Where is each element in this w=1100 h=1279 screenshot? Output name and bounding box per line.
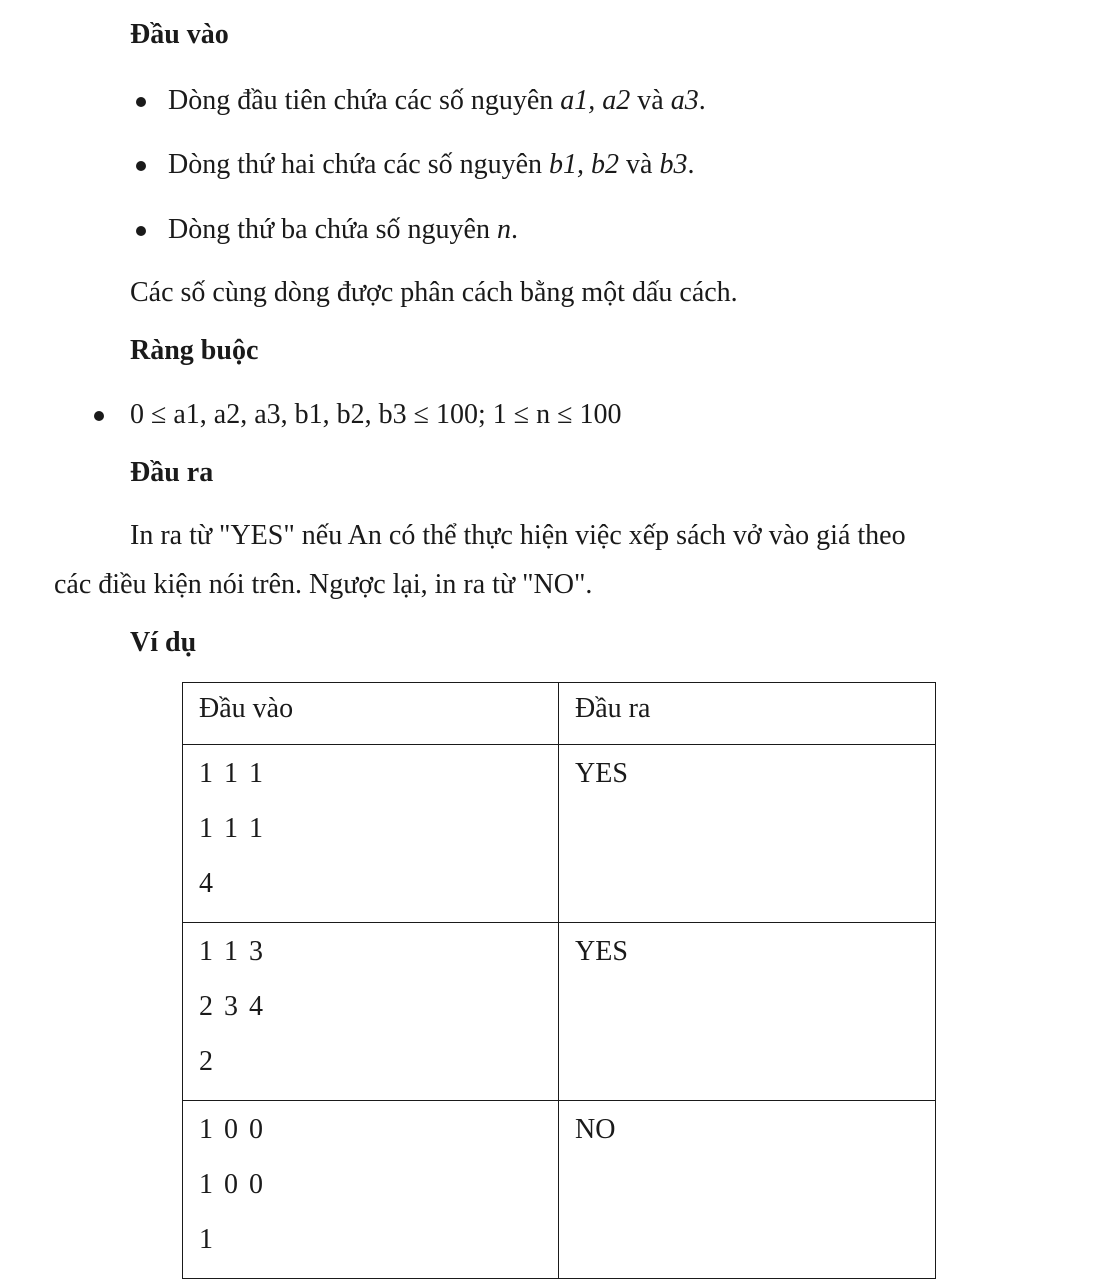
example-heading: Ví dụ [130, 627, 197, 658]
table-cell-output [559, 1101, 936, 1279]
input-bullet-2-text: Dòng thứ hai chứa các số nguyên b1, b2 và b3. [168, 149, 695, 180]
table-cell-output [559, 923, 936, 1101]
example-table [182, 682, 936, 1279]
input-line: 2 [199, 1046, 215, 1077]
output-value: NO [575, 1114, 616, 1145]
bullet-icon [136, 161, 146, 171]
table-cell-input [183, 923, 559, 1101]
table-row [183, 745, 936, 923]
table-cell-output [559, 745, 936, 923]
table-header-row [183, 683, 936, 745]
table-header-output: Đầu ra [559, 683, 936, 745]
table-header-input: Đầu vào [183, 683, 559, 745]
table-cell-input [183, 1101, 559, 1279]
output-line-2: các điều kiện nói trên. Ngược lại, in ra từ "NO". [54, 569, 593, 600]
input-bullet-3-text: Dòng thứ ba chứa số nguyên n. [168, 214, 518, 245]
input-line: 1 0 0 [199, 1114, 265, 1145]
input-heading: Đầu vào [130, 19, 229, 50]
input-line: 1 1 1 [199, 758, 265, 789]
constraints-heading: Ràng buộc [130, 335, 259, 366]
bullet-icon [94, 411, 104, 421]
output-heading: Đầu ra [130, 457, 214, 488]
output-line-1: In ra từ "YES" nếu An có thể thực hiện việc xếp sách vở vào giá theo [130, 520, 906, 551]
table-cell-input [183, 745, 559, 923]
table-row [183, 923, 936, 1101]
bullet-icon [136, 226, 146, 236]
input-bullet-1-text: Dòng đầu tiên chứa các số nguyên a1, a2 và a3. [168, 85, 706, 116]
input-line: 2 3 4 [199, 991, 265, 1022]
input-line: 1 0 0 [199, 1169, 265, 1200]
bullet-icon [136, 97, 146, 107]
constraints-text: 0 ≤ a1, a2, a3, b1, b2, b3 ≤ 100; 1 ≤ n ≤ 100 [130, 399, 622, 430]
output-value: YES [575, 936, 628, 967]
input-line: 4 [199, 868, 215, 899]
output-value: YES [575, 758, 628, 789]
input-note: Các số cùng dòng được phân cách bằng một dấu cách. [130, 277, 738, 308]
input-line: 1 1 1 [199, 813, 265, 844]
input-line: 1 [199, 1224, 215, 1255]
input-line: 1 1 3 [199, 936, 265, 967]
table-row [183, 1101, 936, 1279]
